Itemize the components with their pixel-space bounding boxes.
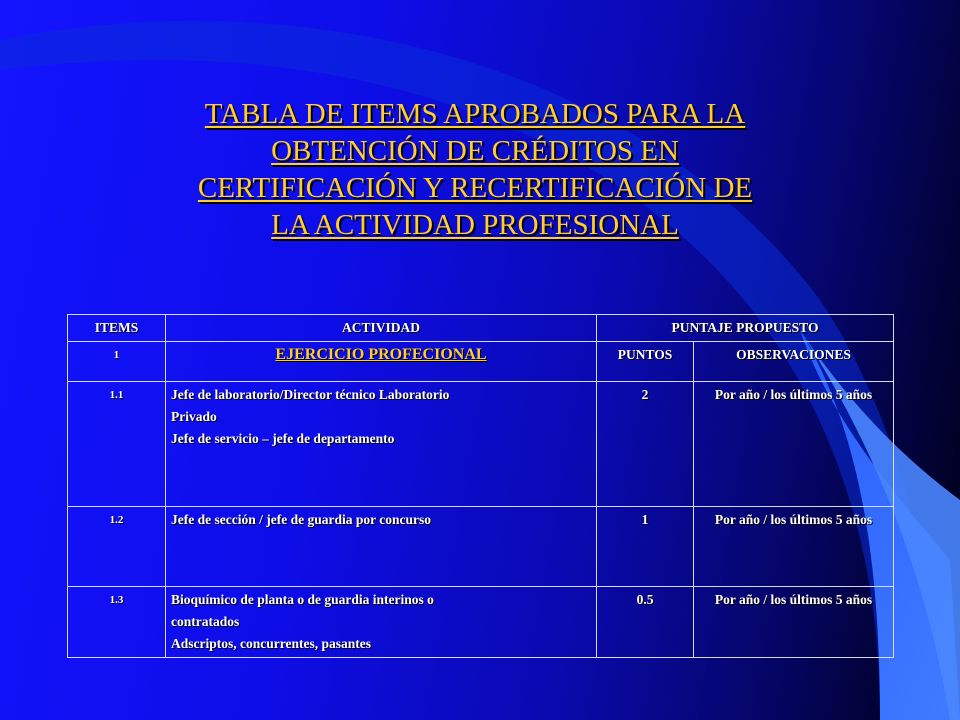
table-row bbox=[68, 507, 894, 587]
table-row bbox=[68, 382, 894, 507]
row-item: 1.1 bbox=[68, 382, 166, 507]
row-observaciones: Por año / los últimos 5 años bbox=[694, 587, 894, 658]
row-item: 1.3 bbox=[68, 587, 166, 658]
title-line-3: CERTIFICACIÓN Y RECERTIFICACIÓN DE bbox=[197, 172, 753, 204]
slide-title bbox=[120, 96, 830, 244]
row-actividad-line: Jefe de sección / jefe de guardia por concurso bbox=[171, 512, 431, 527]
row-actividad-line: Jefe de servicio – jefe de departamento bbox=[171, 431, 395, 446]
items-table bbox=[67, 314, 894, 658]
header-puntaje: PUNTAJE PROPUESTO bbox=[597, 315, 894, 342]
section-name: EJERCICIO PROFECIONAL bbox=[166, 342, 597, 382]
title-line-4: LA ACTIVIDAD PROFESIONAL bbox=[271, 209, 679, 241]
row-actividad-line: Privado bbox=[171, 409, 217, 424]
row-actividad-line: Bioquímico de planta o de guardia interinos o bbox=[171, 592, 434, 607]
row-puntos: 1 bbox=[597, 507, 694, 587]
row-actividad-line: contratados bbox=[171, 614, 240, 629]
header-puntos: PUNTOS bbox=[597, 342, 694, 382]
header-items: ITEMS bbox=[68, 315, 166, 342]
row-puntos: 2 bbox=[597, 382, 694, 507]
row-actividad bbox=[166, 587, 597, 658]
section-item: 1 bbox=[68, 342, 166, 382]
table-header-row bbox=[68, 315, 894, 342]
row-puntos: 0.5 bbox=[597, 587, 694, 658]
section-row bbox=[68, 342, 894, 382]
row-actividad bbox=[166, 382, 597, 507]
row-observaciones: Por año / los últimos 5 años bbox=[694, 507, 894, 587]
row-item: 1.2 bbox=[68, 507, 166, 587]
row-actividad-line: Jefe de laboratorio/Director técnico Laboratorio bbox=[171, 387, 450, 402]
table-row bbox=[68, 587, 894, 658]
header-actividad: ACTIVIDAD bbox=[166, 315, 597, 342]
row-observaciones: Por año / los últimos 5 años bbox=[694, 382, 894, 507]
row-actividad-line: Adscriptos, concurrentes, pasantes bbox=[171, 636, 371, 651]
row-actividad bbox=[166, 507, 597, 587]
title-line-2: OBTENCIÓN DE CRÉDITOS EN bbox=[271, 135, 679, 167]
title-line-1: TABLA DE ITEMS APROBADOS PARA LA bbox=[204, 98, 746, 130]
header-observaciones: OBSERVACIONES bbox=[694, 342, 894, 382]
